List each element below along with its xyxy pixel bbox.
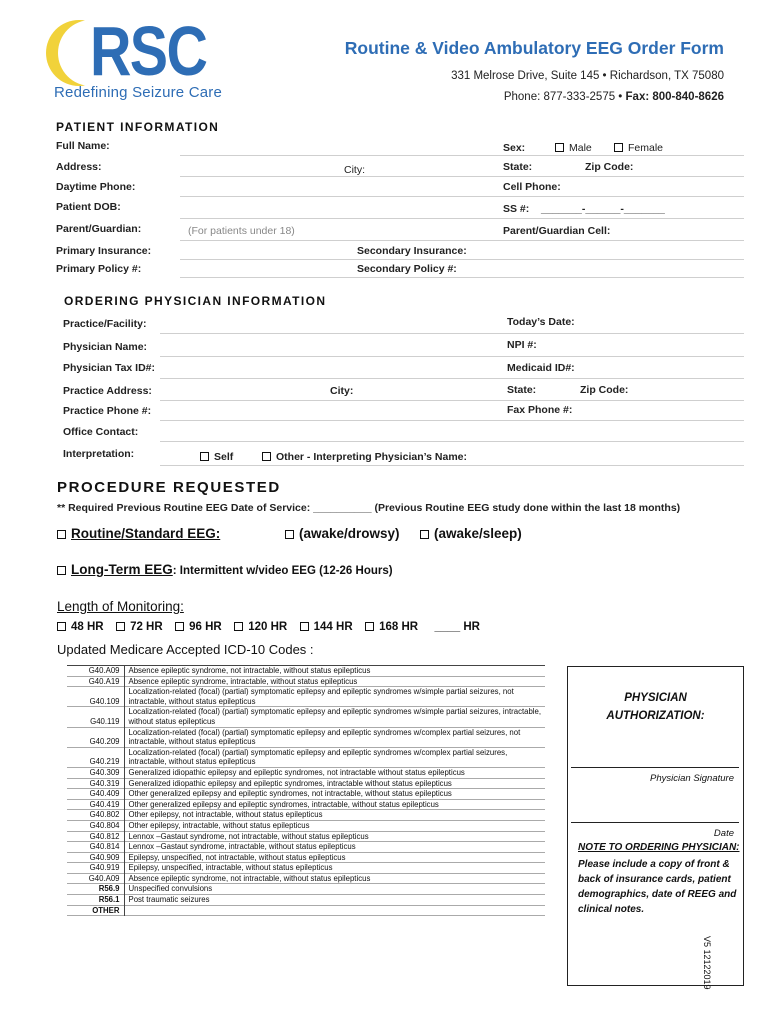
table-row xyxy=(67,810,545,821)
signature-label: Physician Signature xyxy=(650,773,734,784)
table-row xyxy=(67,895,545,906)
authorization-title-line1: PHYSICIAN xyxy=(624,692,687,704)
procedure-section-title: PROCEDURE REQUESTED xyxy=(57,479,281,496)
checkbox-icon[interactable] xyxy=(116,622,125,631)
note-title: NOTE TO ORDERING PHYSICIAN: xyxy=(578,842,740,853)
primary-policy-label: Primary Policy #: xyxy=(56,263,142,275)
longterm-eeg-label: Long-Term EEG xyxy=(71,562,173,577)
hours-label: 144 HR xyxy=(313,621,353,633)
divider xyxy=(160,356,744,357)
clinic-address: 331 Melrose Drive, Suite 145 • Richardson, TX 75080 xyxy=(451,70,724,82)
monitoring-hours-row xyxy=(57,617,480,635)
checkbox-icon[interactable] xyxy=(57,566,66,575)
physician-section-title: ORDERING PHYSICIAN INFORMATION xyxy=(64,294,327,308)
logo-tagline: Redefining Seizure Care xyxy=(54,84,223,101)
icd-desc-cell: Epilepsy, unspecified, not intractable, without status epilepticus xyxy=(128,852,346,862)
table-row xyxy=(67,676,545,687)
icd-desc-cell: Absence epileptic syndrome, not intractable, without status epilepticus xyxy=(128,666,371,675)
icd-desc-cell: Unspecified convulsions xyxy=(128,884,213,894)
awake-drowsy-option[interactable] xyxy=(285,526,400,541)
divider xyxy=(180,218,744,219)
icd-code-cell: G40.109 xyxy=(67,687,124,707)
checkbox-icon[interactable] xyxy=(285,530,294,539)
icd-title: Updated Medicare Accepted ICD-10 Codes : xyxy=(57,642,314,657)
table-row xyxy=(67,863,545,874)
icd-desc-cell: Lennox –Gastaut syndrome, not intractable, without status epilepticus xyxy=(128,831,369,841)
divider xyxy=(180,240,744,241)
icd-desc-cell: Generalized idiopathic epilepsy and epileptic syndromes, not intractable without status epilepticus xyxy=(128,767,465,777)
longterm-eeg-option[interactable] xyxy=(57,562,393,577)
icd-desc-cell: Localization-related (focal) (partial) symptomatic epilepsy and epileptic syndromes w/simple partial seizures, intractable, without status epilepticus xyxy=(128,707,542,726)
icd-desc-cell: Other epilepsy, intractable, without status epilepticus xyxy=(128,820,310,830)
icd-code-cell: G40.419 xyxy=(67,799,124,810)
divider xyxy=(160,465,744,466)
fax-phone-label: Fax Phone #: xyxy=(507,404,573,416)
divider xyxy=(180,155,744,156)
icd-desc-cell: Lennox –Gastaut syndrome, intractable, without status epilepticus xyxy=(128,842,356,852)
secondary-policy-label: Secondary Policy #: xyxy=(357,263,457,275)
table-row xyxy=(67,727,545,747)
primary-insurance-label: Primary Insurance: xyxy=(56,245,152,257)
icd-code-cell: G40.A19 xyxy=(67,676,124,687)
npi-label: NPI #: xyxy=(507,339,537,351)
checkbox-icon[interactable] xyxy=(420,530,429,539)
table-row xyxy=(67,666,545,677)
hours-label: 120 HR xyxy=(248,621,288,633)
physician-name-label: Physician Name: xyxy=(63,341,148,353)
icd-desc-cell: Localization-related (focal) (partial) symptomatic epilepsy and epileptic syndromes w/simple partial seizures, not intractable, without status epilepticus xyxy=(128,687,514,706)
table-row xyxy=(67,905,545,916)
todays-date-label: Today’s Date: xyxy=(507,316,575,328)
version-stamp: V5 12122019 xyxy=(702,936,712,990)
divider xyxy=(160,378,744,379)
office-contact-label: Office Contact: xyxy=(63,426,139,438)
signature-line[interactable] xyxy=(571,767,739,768)
icd-code-table xyxy=(67,665,545,916)
physician-zip-label: Zip Code: xyxy=(580,384,629,396)
icd-code-cell: OTHER xyxy=(67,905,124,916)
divider xyxy=(160,333,744,334)
daytime-phone-label: Daytime Phone: xyxy=(56,181,136,193)
fax-number: Fax: 800-840-8626 xyxy=(625,91,724,103)
length-monitoring-title: Length of Monitoring: xyxy=(57,599,184,614)
icd-code-cell: G40.802 xyxy=(67,810,124,821)
full-name-label: Full Name: xyxy=(56,140,110,152)
required-routine-note: ** Required Previous Routine EEG Date of Service: __________ (Previous Routine EEG study done within the last 18 months) xyxy=(57,502,681,514)
awake-sleep-label: (awake/sleep) xyxy=(434,526,522,541)
practice-label: Practice/Facility: xyxy=(63,318,147,330)
icd-desc-cell xyxy=(124,905,545,916)
checkbox-icon[interactable] xyxy=(234,622,243,631)
hours-120-option[interactable] xyxy=(234,621,287,633)
hours-label: 96 HR xyxy=(189,621,222,633)
icd-code-cell: G40.409 xyxy=(67,789,124,800)
checkbox-icon[interactable] xyxy=(57,530,66,539)
icd-desc-cell: Localization-related (focal) (partial) symptomatic epilepsy and epileptic syndromes w/complex partial seizures, not intractable, without status epilepticus xyxy=(128,727,521,747)
routine-eeg-label: Routine/Standard EEG: xyxy=(71,526,221,541)
physician-state-label: State: xyxy=(507,384,537,396)
table-row xyxy=(67,831,545,842)
icd-code-cell: G40.319 xyxy=(67,778,124,789)
divider xyxy=(160,400,744,401)
form-title: Routine & Video Ambulatory EEG Order Form xyxy=(344,38,724,58)
address-label: Address: xyxy=(56,161,102,173)
note-body: Please include a copy of front & back of insurance cards, patient demographics, date of REEG and clinical notes. xyxy=(578,859,737,915)
ss-blank[interactable]: _______-______-_______ xyxy=(541,203,665,215)
guardian-label: Parent/Guardian: xyxy=(56,223,142,235)
medicaid-label: Medicaid ID#: xyxy=(507,362,575,374)
ss-label: SS #: xyxy=(503,203,530,215)
logo-text: RSC xyxy=(90,12,207,90)
hours-72-option[interactable] xyxy=(116,621,163,633)
guardian-cell-label: Parent/Guardian Cell: xyxy=(503,225,611,237)
checkbox-icon[interactable] xyxy=(365,622,374,631)
practice-phone-label: Practice Phone #: xyxy=(63,405,152,417)
sex-label: Sex: xyxy=(503,142,526,154)
practice-address-label: Practice Address: xyxy=(63,385,152,397)
icd-code-cell: G40.A09 xyxy=(67,873,124,884)
table-row xyxy=(67,747,545,767)
checkbox-icon[interactable] xyxy=(300,622,309,631)
table-row xyxy=(67,884,545,895)
date-label: Date xyxy=(713,828,734,839)
interpretation-other-option[interactable] xyxy=(262,451,467,463)
icd-desc-cell: Absence epileptic syndrome, not intractable, without status epilepticus xyxy=(128,873,371,883)
divider xyxy=(180,277,744,278)
zip-label: Zip Code: xyxy=(585,161,634,173)
checkbox-icon[interactable] xyxy=(200,452,209,461)
icd-desc-cell: Post traumatic seizures xyxy=(128,895,210,905)
patient-section-title: PATIENT INFORMATION xyxy=(56,120,220,134)
divider xyxy=(160,441,744,442)
icd-code-cell: G40.119 xyxy=(67,707,124,727)
table-row xyxy=(67,842,545,853)
self-label: Self xyxy=(214,451,234,463)
city-label: City: xyxy=(344,164,365,176)
checkbox-icon[interactable] xyxy=(57,622,66,631)
awake-drowsy-label: (awake/drowsy) xyxy=(299,526,400,541)
hours-label: 168 HR xyxy=(379,621,419,633)
checkbox-icon[interactable] xyxy=(555,143,564,152)
hours-96-option[interactable] xyxy=(175,621,222,633)
clinic-phone xyxy=(504,91,724,103)
sex-female-option[interactable] xyxy=(614,142,663,154)
awake-sleep-option[interactable] xyxy=(420,526,522,541)
guardian-hint: (For patients under 18) xyxy=(188,225,295,237)
checkbox-icon[interactable] xyxy=(175,622,184,631)
icd-code-cell: G40.814 xyxy=(67,842,124,853)
male-label: Male xyxy=(569,142,592,154)
female-label: Female xyxy=(628,142,664,154)
icd-code-cell: G40.804 xyxy=(67,820,124,831)
icd-desc-cell: Other generalized epilepsy and epileptic syndromes, intractable, without status epilepticus xyxy=(128,799,439,809)
interpretation-label: Interpretation: xyxy=(63,448,135,460)
divider xyxy=(180,196,744,197)
dob-label: Patient DOB: xyxy=(56,201,121,213)
icd-code-cell: G40.219 xyxy=(67,747,124,767)
authorization-title-line2: AUTHORIZATION: xyxy=(606,710,705,722)
physician-city-label: City: xyxy=(330,385,354,397)
icd-desc-cell: Epilepsy, unspecified, intractable, without status epilepticus xyxy=(128,863,333,873)
sex-male-option[interactable] xyxy=(555,142,592,154)
icd-desc-cell: Other generalized epilepsy and epileptic syndromes, not intractable, without status epilepticus xyxy=(128,789,452,799)
date-line[interactable] xyxy=(571,822,739,823)
hours-48-option[interactable] xyxy=(57,621,104,633)
table-row xyxy=(67,820,545,831)
routine-eeg-option[interactable] xyxy=(57,526,220,541)
divider xyxy=(160,420,744,421)
secondary-insurance-label: Secondary Insurance: xyxy=(357,245,467,257)
other-label: Other - Interpreting Physician’s Name: xyxy=(276,451,467,463)
icd-code-cell: G40.A09 xyxy=(67,666,124,677)
checkbox-icon[interactable] xyxy=(262,452,271,461)
hours-168-option[interactable] xyxy=(365,621,418,633)
icd-code-cell: R56.1 xyxy=(67,895,124,906)
interpretation-self-option[interactable] xyxy=(200,451,233,463)
state-label: State: xyxy=(503,161,533,173)
authorization-title xyxy=(567,689,744,725)
icd-code-cell: G40.309 xyxy=(67,767,124,778)
icd-code-cell: R56.9 xyxy=(67,884,124,895)
hours-label: 48 HR xyxy=(71,621,104,633)
icd-code-cell: G40.919 xyxy=(67,863,124,874)
tax-id-label: Physician Tax ID#: xyxy=(63,362,156,374)
table-row xyxy=(67,707,545,727)
icd-code-cell: G40.209 xyxy=(67,727,124,747)
icd-desc-cell: Absence epileptic syndrome, intractable, without status epilepticus xyxy=(128,676,358,686)
hours-144-option[interactable] xyxy=(300,621,353,633)
longterm-eeg-desc: : Intermittent w/video EEG (12-26 Hours) xyxy=(172,565,393,577)
divider xyxy=(180,259,744,260)
icd-code-cell: G40.812 xyxy=(67,831,124,842)
table-row xyxy=(67,799,545,810)
table-row xyxy=(67,778,545,789)
table-row xyxy=(67,852,545,863)
table-row xyxy=(67,873,545,884)
table-row xyxy=(67,789,545,800)
phone-number: Phone: 877-333-2575 • xyxy=(503,91,626,103)
hours-label: 72 HR xyxy=(130,621,163,633)
cell-phone-label: Cell Phone: xyxy=(503,181,561,193)
icd-desc-cell: Localization-related (focal) (partial) symptomatic epilepsy and epileptic syndromes w/complex partial seizures, intractable, without status epilepticus xyxy=(128,747,508,767)
table-row xyxy=(67,687,545,707)
icd-desc-cell: Generalized idiopathic epilepsy and epileptic syndromes, intractable without status epilepticus xyxy=(128,778,452,788)
checkbox-icon[interactable] xyxy=(614,143,623,152)
table-row xyxy=(67,767,545,778)
icd-desc-cell: Other epilepsy, not intractable, without status epilepticus xyxy=(128,810,323,820)
divider xyxy=(180,176,744,177)
icd-code-cell: G40.909 xyxy=(67,852,124,863)
hours-custom-blank[interactable]: ____ HR xyxy=(434,621,480,633)
